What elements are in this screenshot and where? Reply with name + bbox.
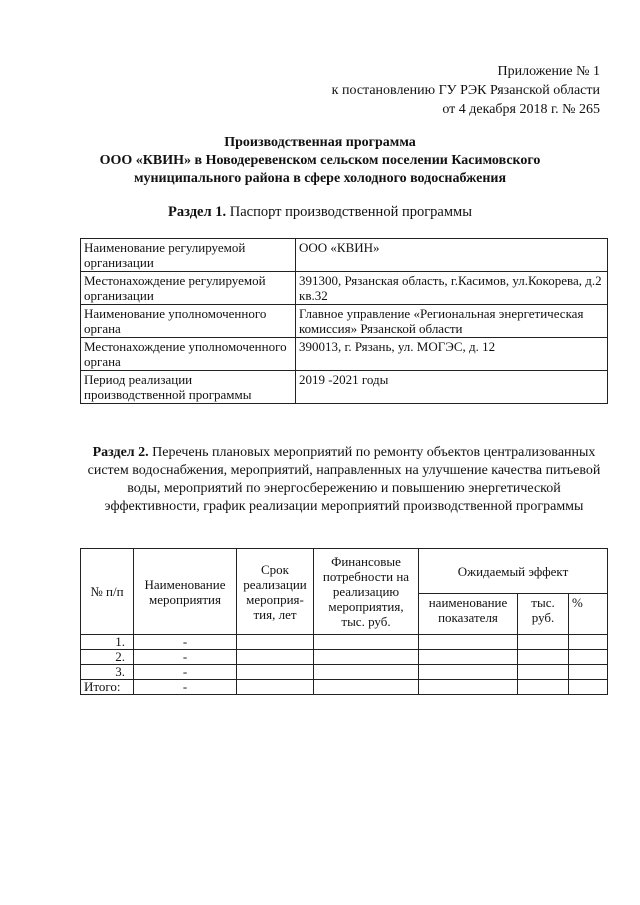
row-number: 2. bbox=[81, 650, 134, 665]
header-name: Наименование мероприятия bbox=[134, 549, 237, 635]
table-row bbox=[81, 635, 608, 650]
appendix-date: от 4 декабря 2018 г. № 265 bbox=[442, 102, 600, 117]
header-number: № п/п bbox=[81, 549, 134, 635]
section-2-text: Перечень плановых мероприятий по ремонту объектов централизованных систем водоснабжения, мероприятий, направленных на улучшение качества питьевой воды, мероприятий по энергосбережению и повышению энергетической эффективности, график реализации мероприятий производственной программы bbox=[87, 445, 601, 514]
title-line-3: муниципального района в сфере холодного водоснабжения bbox=[133, 171, 507, 186]
row-number: 3. bbox=[81, 665, 134, 680]
empty-cell bbox=[518, 680, 569, 695]
empty-cell bbox=[237, 665, 314, 680]
empty-cell bbox=[569, 635, 608, 650]
passport-field-label: Наименование уполномоченного органа bbox=[81, 305, 296, 338]
empty-cell bbox=[314, 650, 419, 665]
empty-cell bbox=[518, 650, 569, 665]
passport-field-value: 390013, г. Рязань, ул. МОГЭС, д. 12 bbox=[296, 338, 608, 371]
passport-table bbox=[80, 238, 608, 404]
empty-cell bbox=[518, 635, 569, 650]
empty-cell bbox=[569, 665, 608, 680]
empty-cell bbox=[314, 665, 419, 680]
passport-row bbox=[81, 272, 608, 305]
empty-cell bbox=[237, 680, 314, 695]
empty-cell bbox=[314, 635, 419, 650]
row-activity-name: - bbox=[134, 680, 237, 695]
passport-row bbox=[81, 371, 608, 404]
passport-field-value: 391300, Рязанская область, г.Касимов, ул.Кокорева, д.2 кв.32 bbox=[296, 272, 608, 305]
passport-field-value: Главное управление «Региональная энергетическая комиссия» Рязанской области bbox=[296, 305, 608, 338]
table-row bbox=[81, 680, 608, 695]
passport-field-value: ООО «КВИН» bbox=[296, 239, 608, 272]
section-2-heading bbox=[80, 444, 608, 516]
empty-cell bbox=[569, 650, 608, 665]
header-term: Срок реализации мероприя-тия, лет bbox=[237, 549, 314, 635]
row-number: 1. bbox=[81, 635, 134, 650]
passport-field-label: Местонахождение регулируемой организации bbox=[81, 272, 296, 305]
row-number: Итого: bbox=[81, 680, 134, 695]
passport-field-value: 2019 -2021 годы bbox=[296, 371, 608, 404]
header-effect: Ожидаемый эффект bbox=[419, 549, 608, 594]
passport-row bbox=[81, 338, 608, 371]
row-activity-name: - bbox=[134, 665, 237, 680]
section-1-label: Раздел 1. bbox=[168, 204, 227, 220]
appendix-block bbox=[332, 62, 600, 119]
row-activity-name: - bbox=[134, 635, 237, 650]
row-activity-name: - bbox=[134, 650, 237, 665]
title-line-1: Производственная программа bbox=[224, 135, 416, 150]
table-row bbox=[81, 650, 608, 665]
section-1-heading bbox=[60, 203, 580, 221]
empty-cell bbox=[314, 680, 419, 695]
appendix-number: Приложение № 1 bbox=[497, 64, 600, 79]
passport-row bbox=[81, 239, 608, 272]
header-percent: % bbox=[569, 594, 608, 635]
empty-cell bbox=[569, 680, 608, 695]
header-thousand-rub: тыс. руб. bbox=[518, 594, 569, 635]
empty-cell bbox=[237, 635, 314, 650]
empty-cell bbox=[419, 680, 518, 695]
header-indicator: наименование показателя bbox=[419, 594, 518, 635]
header-finance: Финансовые потребности на реализацию мероприятия, тыс. руб. bbox=[314, 549, 419, 635]
document-title bbox=[60, 134, 580, 188]
empty-cell bbox=[419, 665, 518, 680]
passport-field-label: Период реализации производственной программы bbox=[81, 371, 296, 404]
title-line-2: ООО «КВИН» в Новодеревенском сельском поселении Касимовского bbox=[99, 153, 541, 168]
empty-cell bbox=[419, 635, 518, 650]
passport-field-label: Наименование регулируемой организации bbox=[81, 239, 296, 272]
plan-table bbox=[80, 548, 608, 695]
empty-cell bbox=[237, 650, 314, 665]
section-2-label: Раздел 2. bbox=[92, 445, 149, 460]
empty-cell bbox=[419, 650, 518, 665]
empty-cell bbox=[518, 665, 569, 680]
section-1-text: Паспорт производственной программы bbox=[229, 204, 472, 220]
appendix-decree: к постановлению ГУ РЭК Рязанской области bbox=[331, 83, 600, 98]
table-row bbox=[81, 665, 608, 680]
passport-row bbox=[81, 305, 608, 338]
passport-field-label: Местонахождение уполномоченного органа bbox=[81, 338, 296, 371]
